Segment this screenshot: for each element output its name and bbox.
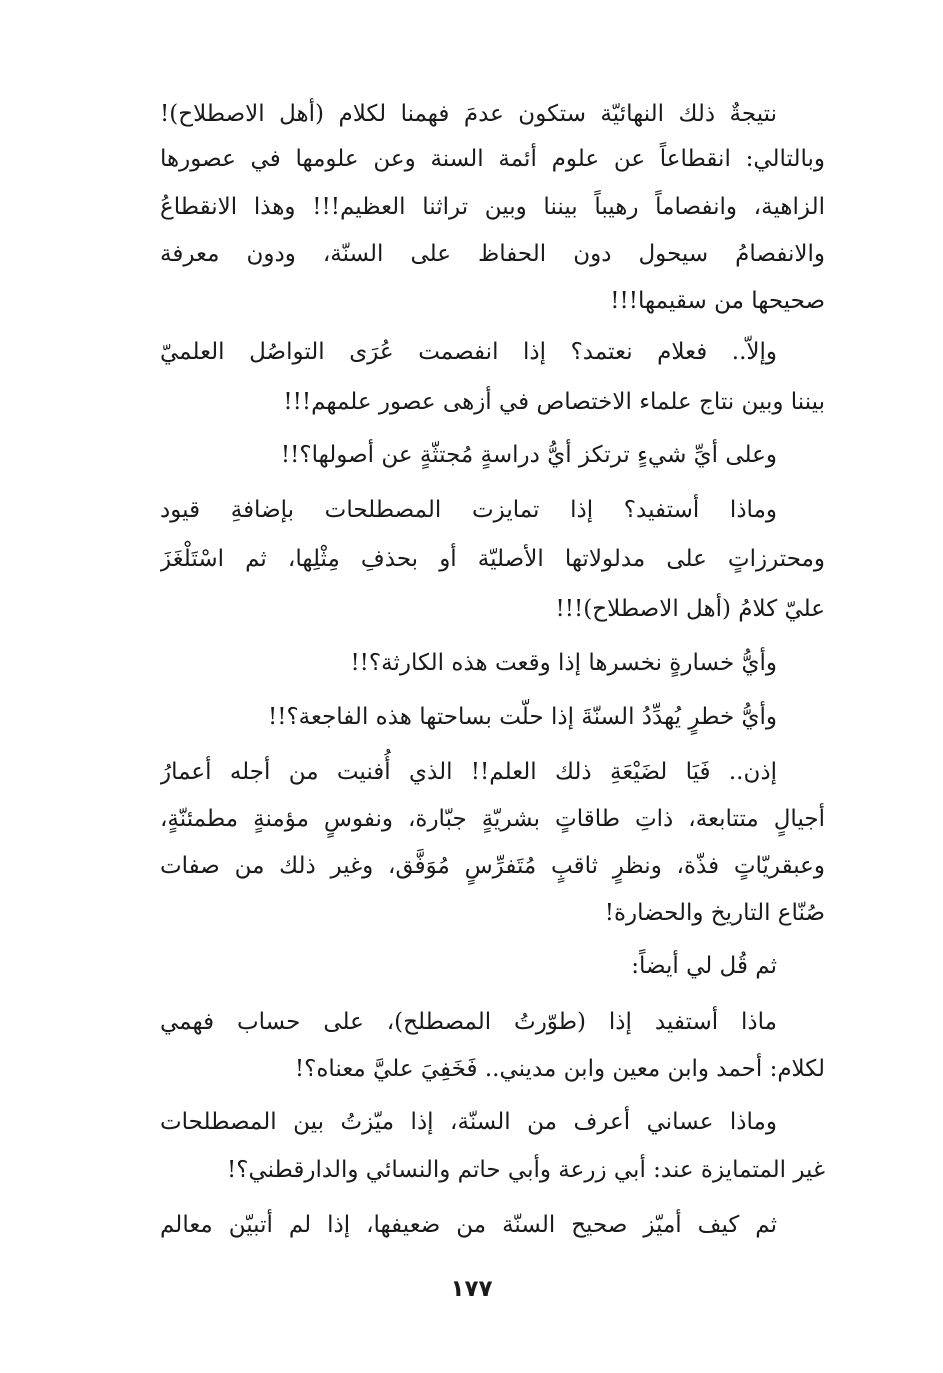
text-line: لكلام: أحمد وابن معين وابن مديني.. فَخَفِيَ عليَّ معناه؟! [294,1056,825,1082]
text-line: أجيالٍ متتابعة، ذاتِ طاقاتٍ بشريّةٍ جبّارة، ونفوسٍ مؤمنةٍ مطمئنّةٍ، [160,806,825,832]
text-line: ومحترزاتٍ على مدلولاتها الأصليّة أو بحذفِ مِثْلِها، ثم اسْتَلْغَزَ [160,546,825,572]
text-line: وأيُّ خسارةٍ نخسرها إذا وقعت هذه الكارثة؟!! [350,650,777,676]
text-line: وبالتالي: انقطاعاً عن علوم أئمة السنة وعن علومها في عصورها [160,146,825,172]
text-line: وماذا عساني أعرف من السنّة، إذا ميّزتُ بين المصطلحات [160,1109,777,1135]
text-line: وإلاّ.. فعلام نعتمد؟ إذا انفصمت عُرَى التواصُل العلميّ [160,339,777,365]
text-line: الزاهية، وانفصاماً رهيباً بيننا وبين تراثنا العظيم!!! وهذا الانقطاعُ [160,194,825,220]
text-line: وعلى أيِّ شيءٍ ترتكز أيُّ دراسةٍ مُجتثّةٍ عن أصولها؟!! [280,442,777,468]
text-line: نتيجةٌ ذلك النهائيّة ستكون عدمَ فهمنا لكلام (أهل الاصطلاح)! [160,101,777,127]
text-line: وماذا أستفيد؟ إذا تمايزت المصطلحات بإضافةِ قيود [160,497,777,523]
text-line: ماذا أستفيد إذا (طوّرتُ المصطلح)، على حساب فهمي [160,1009,777,1035]
text-line: عليّ كلامُ (أهل الاصطلاح)!!! [555,596,825,622]
text-line: غير المتمايزة عند: أبي زرعة وأبي حاتم والنسائي والدارقطني؟! [227,1157,825,1183]
text-line: بيننا وبين نتاج علماء الاختصاص في أزهى عصور علمهم!!! [283,389,825,415]
text-line: وعبقريّاتٍ فذّة، ونظرٍ ثاقبٍ مُتَفرِّسٍ مُوَفَّق، وغير ذلك من صفات [160,853,825,879]
text-line: والانفصامُ سيحول دون الحفاظ على السنّة، ودون معرفة [160,241,825,267]
text-line: صحيحها من سقيمها!!! [610,288,825,314]
text-line: صُنّاع التاريخ والحضارة! [604,900,825,926]
text-line: وأيُّ خطرٍ يُهدِّدُ السنّةَ إذا حلّت بساحتها هذه الفاجعة؟!! [267,704,777,730]
page-number: ١٧٧ [450,1276,493,1302]
text-line: ثم كيف أميّز صحيح السنّة من ضعيفها، إذا لم أتبيّن معالم [160,1212,777,1238]
text-line: إذن.. فَيَا لضَيْعَةِ ذلك العلم!! الذي أُفنيت من أجله أعمارُ [160,759,777,785]
text-line: ثم قُل لي أيضاً: [631,953,777,979]
